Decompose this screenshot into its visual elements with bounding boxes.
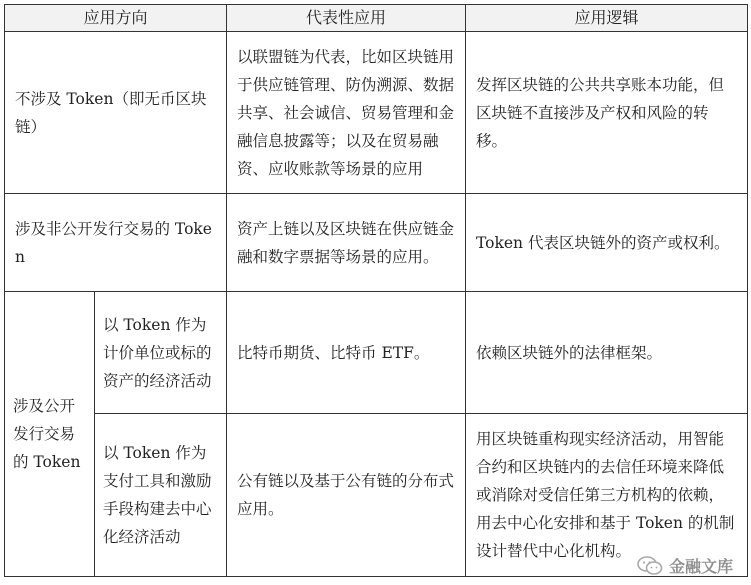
header-logic: 应用逻辑 — [466, 5, 748, 32]
table-header-row — [5, 5, 748, 32]
logic-cell: Token 代表区块链外的资产或权利。 — [466, 194, 748, 292]
logic-cell: 发挥区块链的公共共享账本功能，但区块链不直接涉及产权和风险的转移。 — [466, 32, 748, 194]
sub-direction-cell: 以 Token 作为支付工具和激励手段构建去中心化经济活动 — [95, 414, 227, 577]
application-cell: 比特币期货、比特币 ETF。 — [227, 292, 466, 414]
token-application-table — [4, 4, 748, 577]
wechat-icon — [637, 556, 663, 576]
watermark-text: 金融文库 — [668, 557, 733, 576]
direction-cell: 不涉及 Token（即无币区块链） — [5, 32, 227, 194]
table-row — [5, 194, 748, 292]
table-row — [5, 292, 748, 414]
sub-direction-cell: 以 Token 作为计价单位或标的资产的经济活动 — [95, 292, 227, 414]
header-application: 代表性应用 — [227, 5, 466, 32]
application-cell: 公有链以及基于公有链的分布式应用。 — [227, 414, 466, 577]
table-row — [5, 414, 748, 577]
table-row — [5, 32, 748, 194]
application-cell: 以联盟链为代表，比如区块链用于供应链管理、防伪溯源、数据共享、社会诚信、贸易管理和金融信息披露等；以及在贸易融资、应收账款等场景的应用 — [227, 32, 466, 194]
header-direction: 应用方向 — [5, 5, 227, 32]
watermark — [637, 554, 733, 577]
logic-cell: 用区块链重构现实经济活动，用智能合约和区块链内的去信任环境来降低或消除对受信任第三方机构的依赖，用去中心化安排和基于 Token 的机制设计替代中心化机构。 — [466, 414, 748, 577]
direction-group-cell: 涉及公开发行交易的 Token — [5, 292, 95, 577]
direction-cell: 涉及非公开发行交易的 Token — [5, 194, 227, 292]
logic-cell: 依赖区块链外的法律框架。 — [466, 292, 748, 414]
application-cell: 资产上链以及区块链在供应链金融和数字票据等场景的应用。 — [227, 194, 466, 292]
